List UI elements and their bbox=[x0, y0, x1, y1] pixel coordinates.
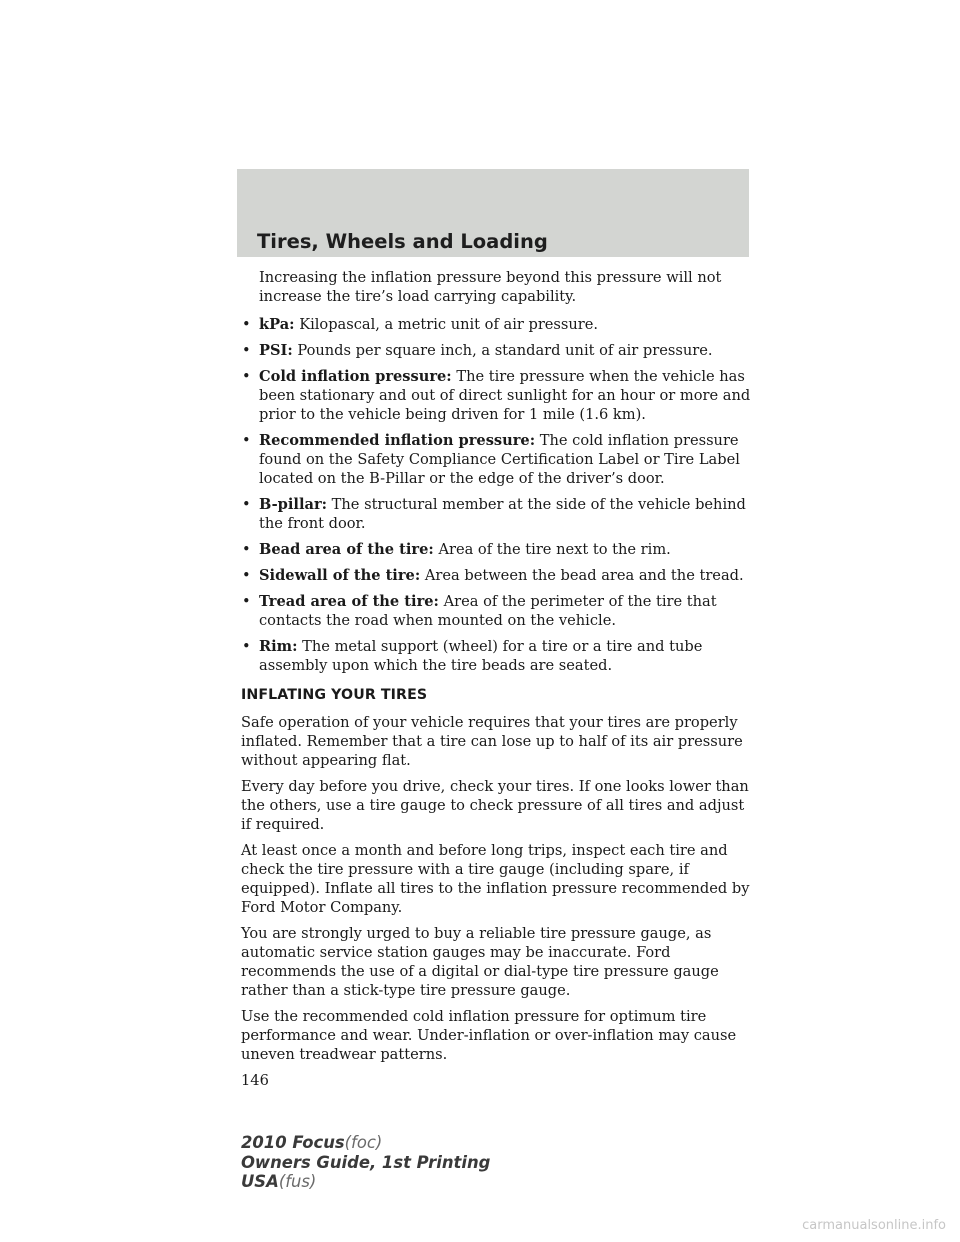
body-paragraph: Safe operation of your vehicle requires that your tires are properly inflated. Remember that a tire can lose up to half of its air pressure without appearing flat. bbox=[241, 714, 743, 769]
definition-term: Cold inflation pressure: bbox=[259, 368, 452, 385]
definition-text: The structural member at the side of the vehicle behind the front door. bbox=[259, 496, 746, 532]
definition-text: Kilopascal, a metric unit of air pressure. bbox=[299, 316, 599, 333]
section-header-bar bbox=[237, 169, 749, 257]
footer-market: USA bbox=[241, 1172, 279, 1191]
body-paragraph: You are strongly urged to buy a reliable tire pressure gauge, as automatic service station gauges may be inaccurate. Ford recommends the use of a digital or dial-type tire pressure gauge rather than a stick-type tire pressure gauge. bbox=[241, 925, 719, 999]
bullet-icon: • bbox=[242, 541, 251, 558]
definition-text: The tire pressure when the vehicle has been stationary and out of direct sunlight for an hour or more and prior to the vehicle being driven for 1 mile (1.6 km). bbox=[259, 368, 751, 423]
definition-term: Sidewall of the tire: bbox=[259, 567, 421, 584]
bullet-icon: • bbox=[242, 316, 251, 333]
definition-item bbox=[241, 592, 753, 630]
body-paragraph: Use the recommended cold inflation pressure for optimum tire performance and wear. Under-inflation or over-inflation may cause uneven treadwear patterns. bbox=[241, 1008, 737, 1063]
definition-term: Tread area of the tire: bbox=[259, 593, 439, 610]
definition-item bbox=[241, 315, 753, 334]
definition-term: Recommended inflation pressure: bbox=[259, 432, 536, 449]
footer-model-line bbox=[241, 1133, 490, 1153]
definition-item bbox=[241, 367, 753, 424]
bullet-icon: • bbox=[242, 638, 251, 655]
definition-term: Rim: bbox=[259, 638, 298, 655]
definition-item bbox=[241, 341, 753, 360]
bullet-icon: • bbox=[242, 496, 251, 513]
definition-item bbox=[241, 637, 753, 675]
definition-text: The metal support (wheel) for a tire or a tire and tube assembly upon which the tire beads are seated. bbox=[259, 638, 703, 674]
intro-paragraph: Increasing the inflation pressure beyond this pressure will not increase the tire’s load carrying capability. bbox=[259, 269, 722, 305]
definition-item bbox=[241, 540, 753, 559]
definition-item bbox=[241, 566, 753, 585]
watermark-text: carmanualsonline.info bbox=[802, 1218, 946, 1233]
definition-text: The cold inflation pressure found on the Safety Compliance Certification Label or Tire Label located on the B-Pillar or the edge of the driver’s door. bbox=[259, 432, 740, 487]
document-footer bbox=[241, 1133, 490, 1192]
footer-model-code: (foc) bbox=[344, 1133, 383, 1152]
page-content bbox=[241, 268, 753, 1090]
page-number: 146 bbox=[241, 1072, 269, 1089]
section-heading: INFLATING YOUR TIRES bbox=[241, 687, 428, 703]
definition-term: kPa: bbox=[259, 316, 295, 333]
footer-market-code: (fus) bbox=[278, 1172, 317, 1191]
bullet-icon: • bbox=[242, 593, 251, 610]
definition-list bbox=[241, 315, 753, 675]
footer-guide: Owners Guide, 1st Printing bbox=[241, 1152, 491, 1172]
bullet-icon: • bbox=[242, 567, 251, 584]
definition-item bbox=[241, 495, 753, 533]
definition-text: Area between the bead area and the tread. bbox=[424, 567, 744, 584]
body-paragraph: At least once a month and before long trips, inspect each tire and check the tire pressure with a tire gauge (including spare, if equipped). Inflate all tires to the inflation pressure recommended by Ford Motor Company. bbox=[241, 842, 750, 916]
definition-term: B-pillar: bbox=[259, 496, 328, 513]
body-paragraph: Every day before you drive, check your tires. If one looks lower than the others, use a tire gauge to check pressure of all tires and adjust if required. bbox=[241, 778, 749, 833]
definition-text: Area of the tire next to the rim. bbox=[438, 541, 671, 558]
footer-model: 2010 Focus bbox=[241, 1133, 345, 1152]
footer-market-line bbox=[241, 1172, 490, 1192]
definition-item bbox=[241, 431, 753, 488]
bullet-icon: • bbox=[242, 432, 251, 449]
bullet-icon: • bbox=[242, 368, 251, 385]
definition-term: PSI: bbox=[259, 342, 293, 359]
definition-text: Pounds per square inch, a standard unit of air pressure. bbox=[297, 342, 713, 359]
definition-term: Bead area of the tire: bbox=[259, 541, 434, 558]
bullet-icon: • bbox=[242, 342, 251, 359]
section-title: Tires, Wheels and Loading bbox=[257, 230, 548, 253]
definition-text: Area of the perimeter of the tire that contacts the road when mounted on the vehicle. bbox=[259, 593, 717, 629]
